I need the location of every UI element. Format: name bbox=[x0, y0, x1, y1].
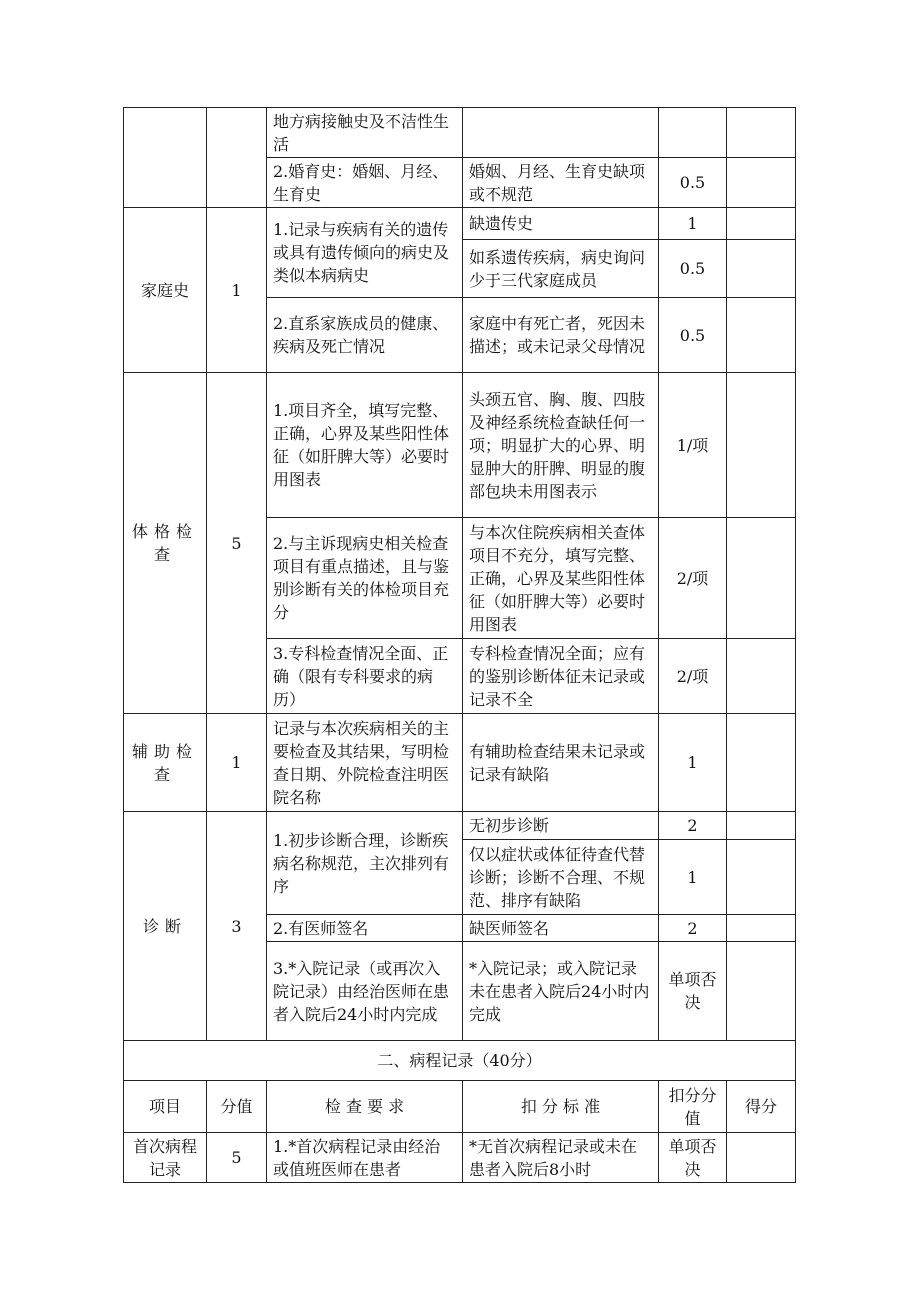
obtained-cell bbox=[727, 298, 796, 373]
deduction-cell: 有辅助检查结果未记录或记录有缺陷 bbox=[463, 714, 659, 812]
points-cell: 单项否决 bbox=[659, 942, 727, 1041]
item-cell: 首次病程记录 bbox=[124, 1133, 207, 1183]
score-cell: 1 bbox=[207, 208, 267, 373]
deduction-cell: 家庭中有死亡者，死因未描述；或未记录父母情况 bbox=[463, 298, 659, 373]
score-cell: 3 bbox=[207, 812, 267, 1041]
obtained-cell bbox=[727, 942, 796, 1041]
requirement-cell: 记录与本次疾病相关的主要检查及其结果，写明检查日期、外院检查注明医院名称 bbox=[267, 714, 463, 812]
item-cell: 辅助检查 bbox=[124, 714, 207, 812]
requirement-cell: 3.*入院记录（或再次入院记录）由经治医师在患者入院后24小时内完成 bbox=[267, 942, 463, 1041]
obtained-cell bbox=[727, 108, 796, 158]
points-cell: 0.5 bbox=[659, 158, 727, 208]
obtained-cell bbox=[727, 1133, 796, 1183]
requirement-cell: 1.初步诊断合理，诊断疾病名称规范，主次排列有序 bbox=[267, 812, 463, 915]
points-cell: 2 bbox=[659, 915, 727, 942]
table-row bbox=[124, 208, 796, 240]
deduction-cell: 头颈五官、胸、腹、四肢及神经系统检查缺任何一项；明显扩大的心界、明显肿大的肝脾、明显的腹部包块未用图表示 bbox=[463, 373, 659, 518]
requirement-cell: 2.直系家族成员的健康、疾病及死亡情况 bbox=[267, 298, 463, 373]
obtained-cell bbox=[727, 158, 796, 208]
table-row bbox=[124, 1041, 796, 1081]
points-cell: 1/项 bbox=[659, 373, 727, 518]
deduction-cell: 缺遗传史 bbox=[463, 208, 659, 240]
obtained-cell bbox=[727, 714, 796, 812]
section-title: 二、病程记录（40分） bbox=[124, 1041, 796, 1081]
item-cell: 家庭史 bbox=[124, 208, 207, 373]
score-cell: 1 bbox=[207, 714, 267, 812]
deduction-cell: 无初步诊断 bbox=[463, 812, 659, 840]
deduction-cell: 与本次住院疾病相关查体项目不充分，填写完整、正确，心界及某些阳性体征（如肝脾大等）必要时用图表 bbox=[463, 518, 659, 639]
points-cell: 单项否决 bbox=[659, 1133, 727, 1183]
obtained-cell bbox=[727, 518, 796, 639]
deduction-cell: 仅以症状或体征待查代替诊断；诊断不合理、不规范、排序有缺陷 bbox=[463, 840, 659, 915]
points-cell: 2/项 bbox=[659, 518, 727, 639]
points-cell bbox=[659, 108, 727, 158]
points-cell: 1 bbox=[659, 840, 727, 915]
deduction-cell: *无首次病程记录或未在患者入院后8小时 bbox=[463, 1133, 659, 1183]
points-cell: 1 bbox=[659, 714, 727, 812]
table-header-row bbox=[124, 1081, 796, 1133]
deduction-cell: 缺医师签名 bbox=[463, 915, 659, 942]
column-header-score: 分值 bbox=[207, 1081, 267, 1133]
column-header-obtained: 得分 bbox=[727, 1081, 796, 1133]
column-header-requirement: 检 查 要 求 bbox=[267, 1081, 463, 1133]
requirement-cell: 2.与主诉现病史相关检查项目有重点描述，且与鉴别诊断有关的体检项目充分 bbox=[267, 518, 463, 639]
obtained-cell bbox=[727, 639, 796, 714]
score-cell: 5 bbox=[207, 1133, 267, 1183]
requirement-cell: 1.项目齐全，填写完整、正确，心界及某些阳性体征（如肝脾大等）必要时用图表 bbox=[267, 373, 463, 518]
requirement-cell: 2.婚育史：婚姻、月经、生育史 bbox=[267, 158, 463, 208]
requirement-cell: 1.记录与疾病有关的遗传或具有遗传倾向的病史及类似本病病史 bbox=[267, 208, 463, 298]
score-cell: 5 bbox=[207, 373, 267, 714]
item-cell: 诊断 bbox=[124, 812, 207, 1041]
obtained-cell bbox=[727, 240, 796, 298]
points-cell: 0.5 bbox=[659, 240, 727, 298]
item-cell bbox=[124, 108, 207, 208]
points-cell: 2 bbox=[659, 812, 727, 840]
score-cell bbox=[207, 108, 267, 208]
obtained-cell bbox=[727, 208, 796, 240]
obtained-cell bbox=[727, 915, 796, 942]
deduction-cell: 婚姻、月经、生育史缺项或不规范 bbox=[463, 158, 659, 208]
column-header-item: 项目 bbox=[124, 1081, 207, 1133]
scoring-table bbox=[123, 107, 796, 1183]
requirement-cell: 2.有医师签名 bbox=[267, 915, 463, 942]
deduction-cell: *入院记录；或入院记录未在患者入院后24小时内完成 bbox=[463, 942, 659, 1041]
deduction-cell bbox=[463, 108, 659, 158]
table-row bbox=[124, 373, 796, 518]
obtained-cell bbox=[727, 840, 796, 915]
points-cell: 2/项 bbox=[659, 639, 727, 714]
obtained-cell bbox=[727, 812, 796, 840]
obtained-cell bbox=[727, 373, 796, 518]
deduction-cell: 专科检查情况全面；应有的鉴别诊断体征未记录或记录不全 bbox=[463, 639, 659, 714]
requirement-cell: 3.专科检查情况全面、正确（限有专科要求的病历） bbox=[267, 639, 463, 714]
points-cell: 0.5 bbox=[659, 298, 727, 373]
table-row bbox=[124, 812, 796, 840]
column-header-deduction: 扣 分 标 准 bbox=[463, 1081, 659, 1133]
table-row bbox=[124, 1133, 796, 1183]
requirement-cell: 地方病接触史及不洁性生活 bbox=[267, 108, 463, 158]
column-header-points: 扣分分值 bbox=[659, 1081, 727, 1133]
deduction-cell: 如系遗传疾病，病史询问少于三代家庭成员 bbox=[463, 240, 659, 298]
table-row bbox=[124, 108, 796, 158]
item-cell: 体格检查 bbox=[124, 373, 207, 714]
points-cell: 1 bbox=[659, 208, 727, 240]
requirement-cell: 1.*首次病程记录由经治或值班医师在患者 bbox=[267, 1133, 463, 1183]
table-row bbox=[124, 714, 796, 812]
